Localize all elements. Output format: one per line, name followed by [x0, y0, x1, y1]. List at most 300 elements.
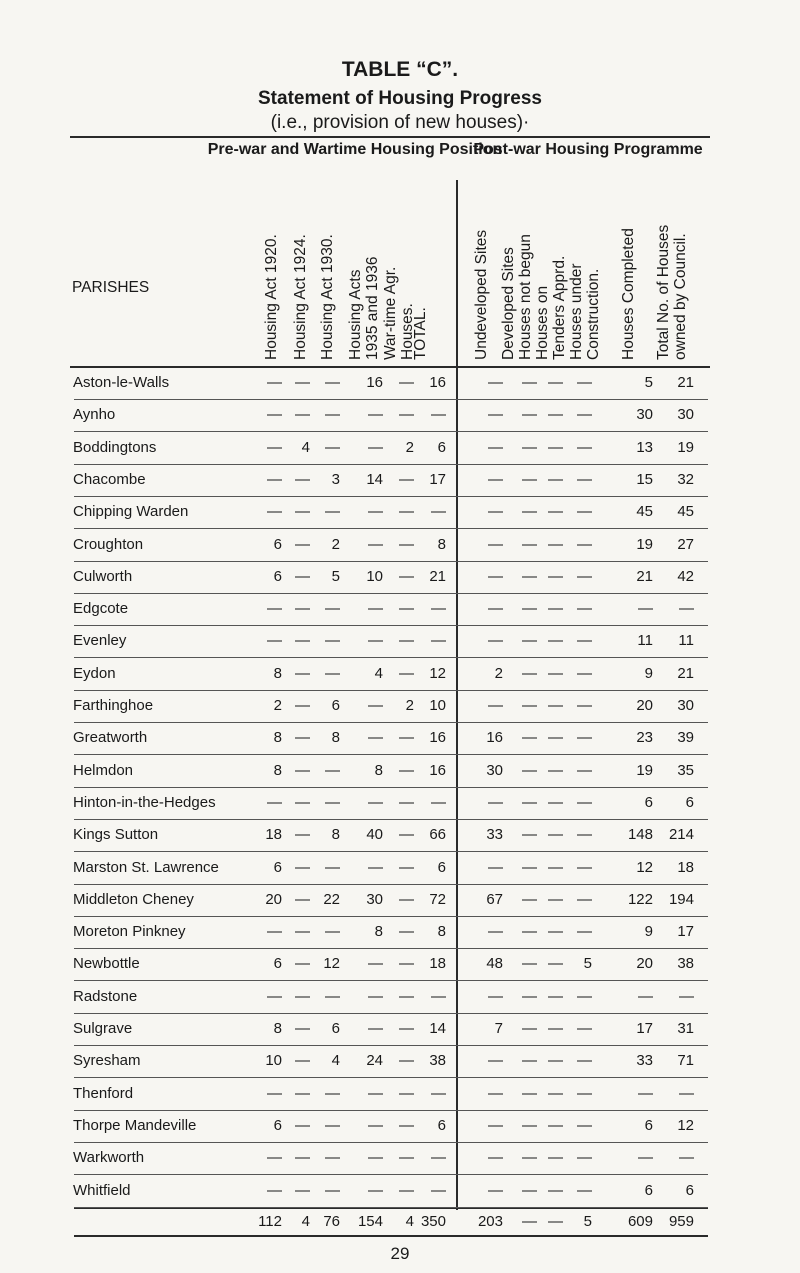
- table-cell: —: [522, 632, 537, 650]
- table-cell: 30: [677, 697, 694, 714]
- table-cell: 6: [644, 1181, 653, 1199]
- column-header-line: Developed Sites: [500, 247, 517, 360]
- table-cell: —: [267, 987, 282, 1005]
- table-cell: —: [548, 406, 563, 424]
- table-cell: —: [638, 1084, 653, 1102]
- table-cell: 8: [374, 923, 383, 941]
- table-cell: —: [295, 664, 310, 682]
- table-cell: —: [267, 438, 282, 456]
- table-title: TABLE “C”.: [341, 58, 459, 81]
- parish-name: Marston St. Lawrence: [73, 858, 219, 876]
- table-row: [0, 722, 800, 755]
- table-cell: —: [577, 923, 592, 941]
- table-row: [0, 916, 800, 949]
- table-row: [0, 948, 800, 981]
- table-cell: —: [295, 858, 310, 876]
- table-cell: —: [522, 406, 537, 424]
- total-cell: —: [522, 1213, 537, 1230]
- table-cell: 23: [636, 729, 653, 747]
- table-cell: —: [548, 987, 563, 1005]
- total-cell: —: [548, 1213, 563, 1230]
- table-cell: —: [399, 664, 414, 682]
- table-row: [0, 432, 800, 465]
- table-cell: —: [548, 470, 563, 488]
- column-header-line: 1935 and 1936: [364, 256, 381, 360]
- table-cell: —: [295, 567, 310, 585]
- parish-name: Chacombe: [73, 470, 146, 488]
- table-cell: 33: [486, 826, 503, 844]
- column-header-line: Undeveloped Sites: [473, 229, 490, 360]
- table-row: [0, 755, 800, 788]
- column-header-4: [347, 180, 381, 360]
- table-cell: —: [548, 664, 563, 682]
- table-row: [0, 625, 800, 658]
- table-cell: —: [488, 600, 503, 618]
- table-cell: 16: [486, 729, 503, 747]
- table-cell: —: [399, 923, 414, 941]
- table-cell: —: [431, 600, 446, 618]
- total-cell: 350: [420, 1213, 446, 1230]
- parish-name: Farthinghoe: [73, 697, 154, 714]
- total-cell: 112: [258, 1213, 282, 1230]
- total-cell: 5: [583, 1213, 592, 1230]
- parish-name: Sulgrave: [73, 1020, 133, 1037]
- table-cell: 8: [273, 664, 282, 682]
- table-cell: —: [577, 826, 592, 844]
- table-cell: —: [679, 1084, 694, 1102]
- table-cell: —: [368, 503, 383, 521]
- table-cell: —: [399, 470, 414, 488]
- table-cell: —: [295, 1181, 310, 1199]
- table-cell: —: [295, 697, 310, 714]
- table-cell: —: [548, 729, 563, 747]
- table-cell: —: [548, 1020, 563, 1037]
- table-cell: —: [399, 600, 414, 618]
- table-row: [0, 496, 800, 529]
- table-cell: 8: [331, 729, 340, 747]
- table-cell: —: [368, 793, 383, 811]
- table-cell: —: [548, 632, 563, 650]
- table-cell: —: [577, 793, 592, 811]
- column-header-11: [620, 180, 637, 360]
- column-header-1: [263, 180, 280, 360]
- parish-name: Hinton-in-the-Hedges: [73, 793, 216, 811]
- table-cell: —: [267, 1149, 282, 1167]
- table-cell: 10: [265, 1052, 282, 1070]
- total-cell: 609: [627, 1213, 653, 1230]
- table-cell: 14: [366, 470, 383, 488]
- table-cell: 19: [677, 438, 694, 456]
- table-cell: —: [488, 1084, 503, 1102]
- table-row: [0, 787, 800, 820]
- table-cell: 6: [685, 1181, 694, 1199]
- table-cell: —: [325, 374, 340, 391]
- table-cell: —: [399, 1116, 414, 1134]
- table-cell: 4: [374, 664, 383, 682]
- table-cell: —: [368, 406, 383, 424]
- table-cell: —: [548, 438, 563, 456]
- table-cell: —: [399, 1084, 414, 1102]
- table-cell: —: [488, 793, 503, 811]
- table-cell: —: [577, 535, 592, 553]
- column-header-10: [568, 180, 602, 360]
- top-rule: [70, 136, 710, 138]
- table-row: [0, 658, 800, 691]
- parish-name: Radstone: [73, 987, 138, 1005]
- table-cell: —: [325, 503, 340, 521]
- table-cell: —: [488, 503, 503, 521]
- table-cell: 40: [366, 826, 383, 844]
- column-header-line: owned by Council.: [672, 233, 689, 360]
- parish-name: Kings Sutton: [73, 826, 159, 844]
- table-cell: —: [548, 923, 563, 941]
- table-cell: —: [577, 729, 592, 747]
- table-cell: —: [548, 793, 563, 811]
- table-cell: 30: [677, 406, 694, 424]
- table-cell: 30: [636, 406, 653, 424]
- table-row: [0, 1110, 800, 1143]
- table-cell: —: [368, 632, 383, 650]
- table-cell: —: [295, 406, 310, 424]
- table-cell: —: [325, 406, 340, 424]
- group-header-prewar: Pre-war and Wartime Housing Position: [207, 141, 503, 158]
- parish-name: Boddingtons: [73, 438, 157, 456]
- table-cell: —: [577, 1084, 592, 1102]
- table-cell: —: [267, 1181, 282, 1199]
- table-cell: 6: [437, 858, 446, 876]
- totals-row: [0, 1213, 800, 1233]
- table-cell: 6: [331, 697, 340, 714]
- table-row: [0, 1078, 800, 1111]
- table-cell: 214: [668, 826, 694, 844]
- table-cell: —: [522, 826, 537, 844]
- table-cell: —: [522, 600, 537, 618]
- table-cell: 21: [429, 567, 446, 585]
- table-cell: —: [548, 826, 563, 844]
- table-cell: —: [295, 1084, 310, 1102]
- column-header-line: Total No. of Houses: [655, 224, 672, 360]
- table-cell: —: [325, 1181, 340, 1199]
- table-cell: —: [368, 535, 383, 553]
- table-cell: 48: [486, 955, 503, 973]
- table-cell: 31: [677, 1020, 694, 1037]
- table-cell: 30: [366, 890, 383, 908]
- group-header-postwar: Post-war Housing Programme: [473, 141, 703, 158]
- table-cell: —: [295, 632, 310, 650]
- column-header-line: Housing Act 1924.: [292, 234, 309, 360]
- table-cell: —: [522, 923, 537, 941]
- table-cell: —: [577, 438, 592, 456]
- table-cell: —: [548, 890, 563, 908]
- parish-name: Syresham: [73, 1052, 141, 1070]
- total-cell: 203: [477, 1213, 503, 1230]
- table-cell: 18: [265, 826, 282, 844]
- table-cell: —: [399, 729, 414, 747]
- table-cell: 20: [636, 697, 653, 714]
- table-cell: —: [325, 793, 340, 811]
- table-cell: —: [522, 374, 537, 391]
- table-cell: 17: [636, 1020, 653, 1037]
- table-row: [0, 690, 800, 723]
- table-cell: —: [577, 600, 592, 618]
- table-cell: —: [548, 1084, 563, 1102]
- table-cell: —: [399, 1020, 414, 1037]
- parish-name: Helmdon: [73, 761, 134, 779]
- table-cell: —: [368, 1149, 383, 1167]
- table-cell: 2: [494, 664, 503, 682]
- table-cell: —: [368, 1084, 383, 1102]
- table-cell: 8: [273, 761, 282, 779]
- table-cell: —: [679, 1149, 694, 1167]
- table-cell: —: [368, 729, 383, 747]
- table-cell: —: [488, 567, 503, 585]
- table-cell: —: [267, 470, 282, 488]
- table-row: [0, 1013, 800, 1046]
- table-cell: —: [399, 1052, 414, 1070]
- table-cell: —: [548, 503, 563, 521]
- table-cell: —: [577, 761, 592, 779]
- table-cell: —: [577, 987, 592, 1005]
- table-cell: 6: [331, 1020, 340, 1037]
- table-cell: —: [522, 503, 537, 521]
- column-header-line: TOTAL.: [412, 307, 429, 360]
- table-cell: 17: [677, 923, 694, 941]
- totals-rule: [74, 1208, 708, 1209]
- table-cell: —: [368, 438, 383, 456]
- parish-name: Aynho: [73, 406, 116, 424]
- page-number: 29: [390, 1244, 410, 1263]
- table-cell: 6: [644, 1116, 653, 1134]
- table-cell: 6: [273, 858, 282, 876]
- table-cell: 66: [429, 826, 446, 844]
- table-cell: —: [399, 406, 414, 424]
- table-cell: —: [548, 1181, 563, 1199]
- table-cell: 9: [644, 664, 653, 682]
- table-cell: —: [368, 600, 383, 618]
- table-cell: —: [577, 1116, 592, 1134]
- table-cell: —: [488, 1116, 503, 1134]
- table-cell: 10: [429, 697, 446, 714]
- table-cell: 20: [636, 955, 653, 973]
- parish-name: Thorpe Mandeville: [73, 1116, 197, 1134]
- parish-name: Greatworth: [73, 729, 148, 747]
- column-header-5: [382, 180, 416, 360]
- table-cell: 12: [677, 1116, 694, 1134]
- column-header-3: [319, 180, 336, 360]
- table-cell: —: [522, 1084, 537, 1102]
- table-cell: 6: [644, 793, 653, 811]
- column-header-line: Houses.: [399, 303, 416, 360]
- parish-name: Edgcote: [73, 600, 129, 618]
- bottom-rule: [74, 1235, 708, 1237]
- table-cell: —: [638, 600, 653, 618]
- table-cell: —: [399, 632, 414, 650]
- table-cell: —: [325, 1149, 340, 1167]
- table-row: [0, 1142, 800, 1175]
- table-row: [0, 399, 800, 432]
- table-cell: —: [399, 826, 414, 844]
- table-cell: 14: [429, 1020, 446, 1037]
- table-cell: 3: [331, 470, 340, 488]
- table-cell: —: [399, 503, 414, 521]
- column-header-9: [534, 180, 568, 360]
- table-cell: —: [295, 955, 310, 973]
- table-cell: 38: [677, 955, 694, 973]
- table-cell: —: [522, 890, 537, 908]
- table-cell: 33: [636, 1052, 653, 1070]
- table-cell: 67: [486, 890, 503, 908]
- table-cell: —: [295, 1052, 310, 1070]
- table-cell: 6: [437, 1116, 446, 1134]
- table-cell: —: [522, 1181, 537, 1199]
- table-cell: 16: [366, 374, 383, 391]
- table-cell: —: [267, 503, 282, 521]
- table-cell: 72: [429, 890, 446, 908]
- table-cell: 42: [677, 567, 694, 585]
- table-row: [0, 367, 800, 400]
- table-cell: —: [577, 406, 592, 424]
- table-cell: —: [548, 1149, 563, 1167]
- table-cell: —: [638, 1149, 653, 1167]
- table-cell: —: [368, 1020, 383, 1037]
- table-cell: 19: [636, 761, 653, 779]
- table-cell: —: [325, 600, 340, 618]
- table-row: [0, 1175, 800, 1208]
- table-cell: —: [295, 1149, 310, 1167]
- table-cell: —: [325, 632, 340, 650]
- table-cell: —: [577, 567, 592, 585]
- table-cell: —: [548, 1116, 563, 1134]
- table-cell: —: [548, 535, 563, 553]
- table-cell: 8: [273, 1020, 282, 1037]
- table-cell: 5: [583, 955, 592, 973]
- table-cell: 39: [677, 729, 694, 747]
- table-cell: —: [548, 567, 563, 585]
- table-cell: —: [431, 632, 446, 650]
- table-cell: 4: [301, 438, 310, 456]
- table-cell: 32: [677, 470, 694, 488]
- table-cell: —: [325, 987, 340, 1005]
- table-cell: 8: [374, 761, 383, 779]
- table-cell: —: [548, 374, 563, 391]
- table-cell: 5: [331, 567, 340, 585]
- parish-name: Middleton Cheney: [73, 890, 194, 908]
- table-cell: —: [488, 470, 503, 488]
- table-cell: —: [368, 1181, 383, 1199]
- table-cell: 16: [429, 729, 446, 747]
- table-cell: —: [325, 761, 340, 779]
- table-cell: —: [399, 535, 414, 553]
- table-cell: —: [368, 955, 383, 973]
- table-cell: 45: [677, 503, 694, 521]
- table-cell: —: [488, 406, 503, 424]
- table-cell: —: [488, 987, 503, 1005]
- table-cell: —: [295, 600, 310, 618]
- total-cell: 154: [357, 1213, 383, 1230]
- table-cell: 38: [429, 1052, 446, 1070]
- table-cell: 7: [494, 1020, 503, 1037]
- table-cell: 21: [677, 374, 694, 391]
- table-cell: —: [522, 987, 537, 1005]
- table-cell: —: [368, 858, 383, 876]
- table-cell: —: [577, 374, 592, 391]
- parish-name: Thenford: [73, 1084, 134, 1102]
- table-cell: —: [522, 793, 537, 811]
- table-cell: —: [522, 729, 537, 747]
- column-header-line: Houses under: [568, 263, 585, 360]
- table-cell: —: [325, 1116, 340, 1134]
- table-cell: 15: [636, 470, 653, 488]
- table-cell: —: [577, 503, 592, 521]
- column-header-line: Housing Acts: [347, 269, 364, 360]
- table-cell: 22: [323, 890, 340, 908]
- table-cell: 6: [273, 1116, 282, 1134]
- table-cell: —: [399, 890, 414, 908]
- parish-name: Croughton: [73, 535, 144, 553]
- table-cell: —: [522, 761, 537, 779]
- table-cell: —: [399, 1181, 414, 1199]
- table-subtitle-note: (i.e., provision of new houses)·: [270, 112, 530, 133]
- table-cell: —: [488, 1149, 503, 1167]
- table-cell: 30: [486, 761, 503, 779]
- table-cell: 8: [437, 535, 446, 553]
- table-cell: —: [325, 438, 340, 456]
- table-cell: —: [522, 697, 537, 714]
- table-cell: —: [295, 374, 310, 391]
- table-cell: —: [522, 955, 537, 973]
- table-row: [0, 981, 800, 1014]
- table-cell: —: [399, 858, 414, 876]
- total-cell: 959: [668, 1213, 694, 1230]
- table-cell: —: [325, 664, 340, 682]
- table-cell: —: [522, 1149, 537, 1167]
- table-cell: —: [431, 1084, 446, 1102]
- column-header-6: [412, 180, 429, 360]
- table-cell: —: [295, 535, 310, 553]
- table-cell: —: [431, 1149, 446, 1167]
- table-cell: 6: [437, 438, 446, 456]
- parish-name: Aston-le-Walls: [73, 374, 170, 391]
- table-subtitle: Statement of Housing Progress: [258, 88, 542, 109]
- table-cell: —: [399, 793, 414, 811]
- table-cell: 6: [273, 535, 282, 553]
- table-cell: —: [679, 987, 694, 1005]
- table-cell: 16: [429, 374, 446, 391]
- table-cell: —: [488, 374, 503, 391]
- parish-name: Culworth: [73, 567, 133, 585]
- table-cell: 17: [429, 470, 446, 488]
- table-cell: —: [267, 923, 282, 941]
- table-cell: —: [295, 729, 310, 747]
- table-cell: 35: [677, 761, 694, 779]
- column-header-12: [655, 180, 689, 360]
- table-cell: —: [577, 697, 592, 714]
- total-cell: 76: [323, 1213, 340, 1230]
- table-cell: —: [267, 1084, 282, 1102]
- table-cell: —: [295, 1116, 310, 1134]
- table-cell: —: [325, 923, 340, 941]
- table-cell: —: [431, 987, 446, 1005]
- column-header-line: Housing Act 1920.: [263, 234, 280, 360]
- table-cell: —: [295, 923, 310, 941]
- table-cell: 6: [685, 793, 694, 811]
- table-cell: —: [431, 503, 446, 521]
- table-cell: —: [488, 438, 503, 456]
- table-row: [0, 884, 800, 917]
- table-cell: 4: [331, 1052, 340, 1070]
- table-cell: 45: [636, 503, 653, 521]
- table-cell: —: [399, 987, 414, 1005]
